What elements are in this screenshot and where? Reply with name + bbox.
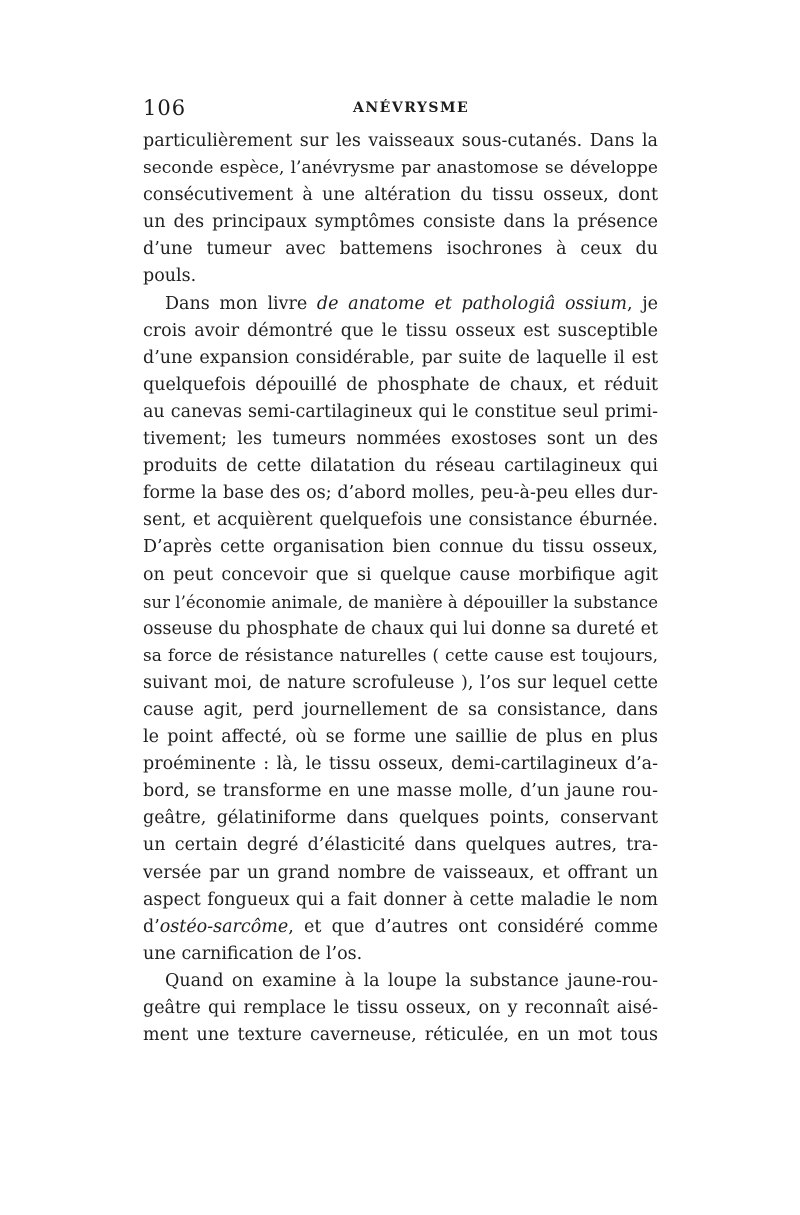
line-text: , je [626, 293, 658, 314]
text-line: consécutivement à une altération du tissu osseux, dont [143, 185, 658, 206]
text-line: particulièrement sur les vaisseaux sous-cutanés. Dans la [143, 131, 658, 151]
text-line: sent, et acquièrent quelquefois une consistance éburnée. [143, 510, 658, 531]
text-line: sur l’économie animale, de manière à dépouiller la substance [143, 592, 658, 612]
line-text: , et que d’autres ont considéré comme [288, 916, 658, 937]
text-line: tivement; les tumeurs nommées exostoses sont un des [143, 429, 658, 450]
text-line: geâtre qui remplace le tissu osseux, on y reconnaît aisé- [143, 998, 658, 1018]
text-line: quelquefois dépouillé de phosphate de chaux, et réduit [143, 374, 658, 395]
text-line: aspect fongueux qui a fait donner à cette maladie le nom [143, 889, 658, 910]
page-header [143, 96, 658, 120]
text-line: au canevas semi-cartilagineux qui le constitue seul primi- [143, 401, 658, 422]
text-line: le point affecté, où se forme une saillie de plus en plus [143, 727, 658, 748]
text-line: forme la base des os; d’abord molles, peu-à-peu elles dur- [143, 483, 658, 504]
text-line: un des principaux symptômes consiste dans la présence [143, 212, 658, 233]
text-line: cause agit, perd journellement de sa consistance, dans [143, 699, 658, 720]
line-text: Dans mon livre [165, 293, 317, 314]
text-line: versée par un grand nombre de vaisseaux, et offrant un [143, 862, 658, 883]
text-line: crois avoir démontré que le tissu osseux est susceptible [143, 320, 658, 341]
book-title: de anatome et pathologiâ ossium [316, 293, 627, 314]
text-line: proéminente : là, le tissu osseux, demi-cartilagineux d’a- [143, 754, 658, 775]
text-line: geâtre, gélatiniforme dans quelques points, conservant [143, 808, 658, 829]
text-line: d’une tumeur avec battemens isochrones à ceux du [143, 239, 658, 260]
text-line: seconde espèce, l’anévrysme par anastomose se développe [143, 158, 658, 179]
term-italic: ostéo-sarcôme [159, 916, 289, 937]
text-line: une carnification de l’os. [143, 943, 363, 964]
text-line: produits de cette dilatation du réseau cartilagineux qui [143, 456, 658, 477]
text-line: un certain degré d’élasticité dans quelques autres, tra- [143, 835, 658, 856]
text-line: suivant moi, de nature scrofuleuse ), l’os sur lequel cette [143, 672, 658, 693]
text-line: on peut concevoir que si quelque cause morbifique agit [143, 564, 658, 585]
text-line: osseuse du phosphate de chaux qui lui donne sa dureté et [143, 618, 658, 639]
text-line: pouls. [143, 266, 197, 287]
text-line: sa force de résistance naturelles ( cette cause est toujours, [143, 645, 658, 666]
running-head: ANÉVRYSME [353, 100, 470, 116]
text-line: d’une expansion considérable, par suite de laquelle il est [143, 347, 658, 368]
text-line: bord, se transforme en une masse molle, d’un jaune rou- [143, 781, 658, 802]
line-text: d’ [143, 916, 160, 937]
text-line: Quand on examine à la loupe la substance jaune-rou- [165, 970, 658, 991]
text-line: ment une texture caverneuse, réticulée, en un mot tous [143, 1025, 658, 1046]
text-line [143, 914, 658, 941]
body-text [143, 128, 658, 1049]
text-line [143, 291, 658, 318]
page-number: 106 [143, 96, 187, 120]
text-line: D’après cette organisation bien connue du tissu osseux, [143, 537, 658, 558]
